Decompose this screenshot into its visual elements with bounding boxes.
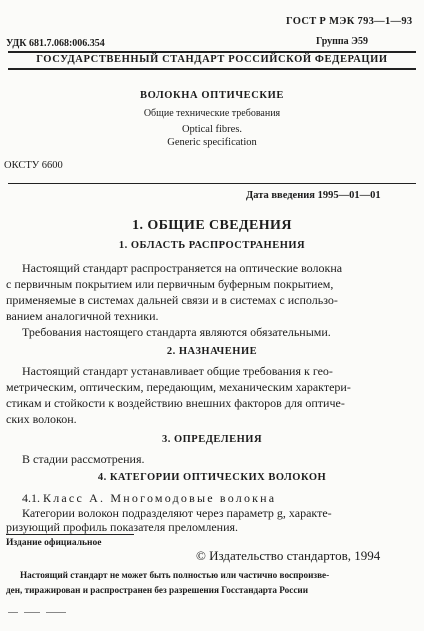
section-4-heading: 4. КАТЕГОРИИ ОПТИЧЕСКИХ ВОЛОКОН [97, 472, 327, 483]
section-1-heading: 1. ОБЩИЕ СВЕДЕНИЯ [132, 218, 292, 233]
udc-code: УДК 681.7.068:006.354 [6, 38, 105, 49]
paragraph-line: ванием аналогичной техники. [6, 309, 159, 323]
paragraph-line: Настоящий стандарт устанавливает общие требования к гео- [22, 364, 333, 378]
section-2-heading: 2. НАЗНАЧЕНИЕ [166, 346, 258, 357]
reproduction-notice-line-1: Настоящий стандарт не может быть полностью или частично воспроизве- [20, 570, 330, 580]
doc-subtitle: Общие технические требования [143, 108, 281, 119]
scan-mark [24, 612, 40, 613]
section-3-paragraph: В стадии рассмотрения. [22, 452, 145, 466]
scan-mark [8, 612, 18, 613]
paragraph-line: с первичным покрытием или первичным буферным покрытием, [6, 277, 334, 291]
doc-subtitle-en: Generic specification [167, 137, 257, 148]
clause-number: 4.1. [22, 491, 40, 505]
section-3-heading: 3. ОПРЕДЕЛЕНИЯ [161, 434, 263, 445]
paragraph-line: метрическим, оптическим, передающим, механическим характери- [6, 380, 351, 394]
copyright: © Издательство стандартов, 1994 [196, 548, 381, 563]
paragraph-line: Категории волокон подразделяют через параметр g, характе- [22, 506, 332, 520]
section-1-subheading: 1. ОБЛАСТЬ РАСПРОСТРАНЕНИЯ [118, 240, 306, 251]
reproduction-notice-line-2: ден, тиражирован и распространен без разрешения Госстандарта России [6, 585, 309, 595]
okstu-code: ОКСТУ 6600 [4, 160, 63, 171]
intro-date: Дата введения 1995—01—01 [246, 190, 381, 201]
clause-title: Класс А. Многомодовые волокна [43, 491, 277, 505]
header-rule-top [8, 51, 416, 53]
group-code: Группа Э59 [316, 36, 368, 47]
footer-separator [6, 534, 134, 535]
scan-mark [46, 612, 66, 613]
paragraph-line: стикам и стойкости к воздействию внешних факторов для оптиче- [6, 396, 345, 410]
paragraph-line: ризующий профиль показателя преломления. [6, 520, 239, 534]
official-edition: Издание официальное [6, 538, 102, 548]
header-rule-bottom [8, 68, 416, 70]
paragraph-line: применяемые в системах дальней связи и в системах с использо- [6, 293, 338, 307]
paragraph-line: Настоящий стандарт распространяется на оптические волокна [22, 261, 343, 275]
title-separator [8, 183, 416, 184]
doc-title: ВОЛОКНА ОПТИЧЕСКИЕ [139, 90, 284, 101]
standard-code: ГОСТ Р МЭК 793—1—93 [286, 16, 413, 27]
paragraph-line: ских волокон. [6, 412, 77, 426]
section-1-mandatory-line: Требования настоящего стандарта являются обязательными. [22, 325, 331, 339]
org-title: ГОСУДАРСТВЕННЫЙ СТАНДАРТ РОССИЙСКОЙ ФЕДЕРАЦИИ [36, 54, 388, 65]
doc-title-en: Optical fibres. [181, 124, 243, 135]
clause-4-1 [22, 491, 276, 506]
